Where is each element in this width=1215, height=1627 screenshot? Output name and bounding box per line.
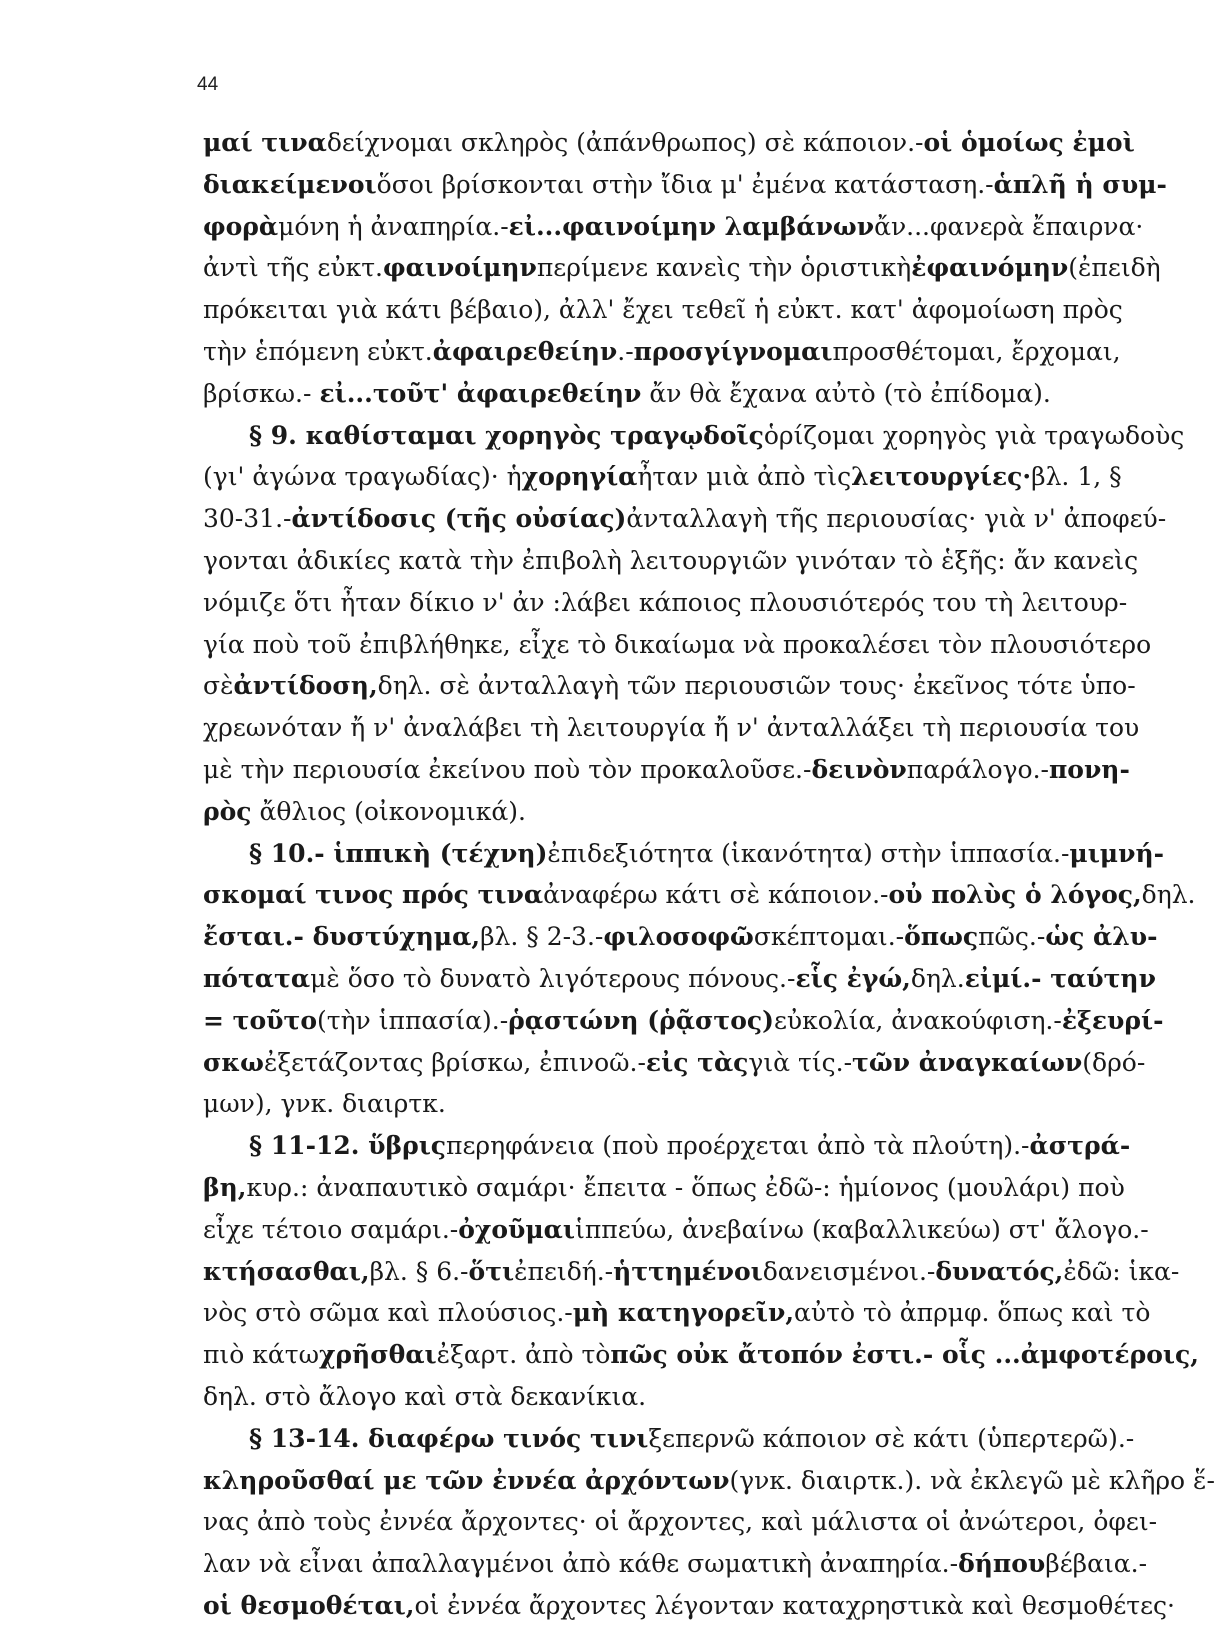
page-number: 44 [197,74,219,95]
text-line [203,833,1164,875]
lemma-term: δεινὸν [811,754,907,784]
gloss-text: δηλ. [910,963,965,993]
text-line [203,665,1136,707]
lemma-term: χορηγία [521,462,638,492]
text-line [203,331,1121,373]
gloss-text: βλ. 1, § [1031,462,1122,492]
lemma-term: ὅπως [904,922,979,952]
lemma-term: μὴ κατηγορεῖν, [572,1298,795,1328]
gloss-text: γιὰ τίς.- [748,1047,853,1077]
gloss-text: ἀντὶ τῆς εὐκτ. [203,253,383,283]
lemma-term: § 10.- ἱππικὴ (τέχνη) [249,838,548,868]
lemma-term: πῶς οὐκ ἄτοπόν ἐστι.- οἷς ...ἀμφοτέροις, [610,1340,1199,1370]
gloss-text: πρόκειται γιὰ κάτι βέβαιο), ἀλλ' ἔχει τεθεῖ ἡ εὐκτ. κατ' ἀφομοίωση πρὸς [203,295,1123,325]
lemma-term: κτήσασθαι, [203,1256,370,1286]
text-line [203,498,1167,540]
gloss-text: ἀνταλλαγὴ τῆς περιουσίας· γιὰ ν' ἀποφεύ- [626,504,1167,534]
gloss-text: ἄν θὰ ἔχανα αὐτὸ (τὸ ἐπίδομα). [649,378,1051,408]
gloss-text: βέβαια.- [1045,1549,1148,1579]
lemma-term: ὅτι [468,1256,515,1286]
lemma-term: προσγίγνομαι [633,336,833,366]
text-line [203,540,1139,582]
lemma-term: χρῆσθαι [318,1340,437,1370]
lemma-term: § 11-12. ὕβρις [249,1131,447,1161]
lemma-term: ἐφαινόμην [911,253,1069,283]
text-line [203,916,1158,958]
gloss-text: (γι' ἀγώνα τραγωδίας)· ἡ [203,462,522,492]
text-line [203,373,1053,415]
gloss-text: δείχνομαι σκληρὸς (ἀπάνθρωπος) σὲ κάποιον.- [326,128,924,157]
gloss-text: αὐτὸ τὸ ἀπρμφ. ὅπως καὶ τὸ [794,1298,1151,1328]
gloss-text: ἱππεύω, ἀνεβαίνω (καβαλλικεύω) στ' ἄλογο.- [575,1214,1149,1244]
gloss-text: μὲ τὴν περιουσία ἐκείνου ποὺ τὸν προκαλοῦσε.- [203,754,812,784]
gloss-text: ἐπιδεξιότητα (ἱκανότητα) στὴν ἱππασία.- [547,838,1070,868]
gloss-text: .- [617,336,634,366]
text-line [203,164,1167,206]
text-line [203,122,1135,164]
body-text [203,122,1215,1627]
gloss-text: δηλ. στὸ ἄλογο καὶ στὰ δεκανίκια. [203,1381,647,1411]
lemma-term: ἀντίδοσις (τῆς οὐσίας) [291,504,627,534]
text-line [203,582,1128,624]
lemma-term: δυνατός, [935,1256,1064,1286]
text-line [203,1418,1135,1460]
gloss-text: δηλ. σὲ ἀνταλλαγὴ τῶν περιουσιῶν τους· ἐκεῖνος τότε ὑπο- [377,671,1136,701]
lemma-term: σκω [203,1047,264,1077]
gloss-text: εὐκολία, ἀνακούφιση.- [773,1005,1062,1035]
lemma-term: § 13-14. διαφέρω τινός τινι [249,1423,649,1453]
text-line [203,707,1140,749]
lemma-term: ἀστρά- [1029,1131,1131,1161]
lemma-term: βη, [203,1172,247,1202]
lemma-term: φορὰ [203,211,279,241]
gloss-text: περηφάνεια (ποὺ προέρχεται ἀπὸ τὰ πλούτη).- [446,1131,1030,1161]
gloss-text: γονται ἀδικίες κατὰ τὴν ἐπιβολὴ λειτουργιῶν γινόταν τὸ ἑξῆς: ἄν κανεὶς [203,545,1139,575]
gloss-text: μὲ ὅσο τὸ δυνατὸ λιγότερους πόνους.- [310,963,796,993]
gloss-text: πῶς.- [978,922,1046,952]
text-line [203,791,1053,833]
gloss-text: μων), γνκ. διαιρτκ. [203,1089,446,1119]
gloss-text: εἶχε τέτοιο σαμάρι.- [203,1214,459,1244]
lemma-term: διακείμενοι [203,169,377,199]
gloss-text: ἐξετάζοντας βρίσκω, ἐπινοῶ.- [263,1047,646,1077]
text-line [203,247,1161,289]
gloss-text: νας ἀπὸ τοὺς ἐννέα ἄρχοντες· οἱ ἄρχοντες, καὶ μάλιστα οἱ ἀνώτεροι, ὀφει- [203,1507,1158,1537]
lemma-term: μιμνή- [1069,838,1164,868]
text-line [203,289,1123,331]
lemma-term: μαί τινα [203,128,327,157]
gloss-text: οἱ ἐννέα ἄρχοντες λέγονταν καταχρηστικὰ καὶ θεσμοθέτες· [414,1590,1175,1620]
gloss-text: νόμιζε ὅτι ἦταν δίκιο ν' ἀν :λάβει κάποιος πλουσιότερός του τὴ λειτουρ- [203,587,1128,617]
gloss-text: (δρό- [1082,1047,1146,1077]
gloss-text: βλ. § 6.- [369,1256,469,1286]
gloss-text: λαν νὰ εἶναι ἀπαλλαγμένοι ἀπὸ κάθε σωματικὴ ἀναπηρία.- [203,1549,959,1579]
gloss-text: ἐξαρτ. ἀπὸ τὸ [436,1340,611,1370]
lemma-term: φαινοίμην [382,253,537,283]
lemma-term: § 9. καθίσταμαι χορηγὸς τραγῳδοῖς [249,420,764,450]
gloss-text: πιὸ κάτω [203,1340,319,1370]
text-line [203,1334,1199,1376]
text-line [203,958,1156,1000]
gloss-text: νὸς στὸ σῶμα καὶ πλούσιος.- [203,1298,573,1328]
text-line [203,1585,1175,1627]
lemma-term: πότατα [203,963,311,993]
gloss-text: χρεωνόταν ἤ ν' ἀναλάβει τὴ λειτουργία ἤ ν' ἀνταλλάξει τὴ περιουσία του [203,713,1140,743]
gloss-text: προσθέτομαι, ἔρχομαι, [832,336,1121,366]
gloss-text: ἦταν μιὰ ἀπὸ τὶς [637,462,852,492]
text-line [203,624,1152,666]
lemma-term: οἱ ὁμοίως ἐμοὶ [923,128,1135,157]
lemma-term: οἱ θεσμοθέται, [203,1590,415,1620]
gloss-text: (γνκ. διαιρτκ.). νὰ ἐκλεγῶ μὲ κλῆρο ἕ- [729,1465,1215,1495]
gloss-text: σκέπτομαι.- [753,922,905,952]
text-line [203,456,1122,498]
gloss-text: κυρ.: ἀναπαυτικὸ σαμάρι· ἔπειτα - ὅπως ἐδῶ-: ἡμίονος (μουλάρι) ποὺ [246,1172,1125,1202]
lemma-term: εἰ...φαινοίμην λαμβάνων [508,211,875,241]
lemma-term: τῶν ἀναγκαίων [852,1047,1083,1077]
lemma-term: εἰμί.- ταύτην [964,963,1156,993]
gloss-text: 30-31.- [203,504,292,534]
text-line [203,1000,1164,1042]
text-line [203,1543,1148,1585]
text-line [203,1460,1215,1502]
lemma-term: εἰς τὰς [645,1047,749,1077]
lemma-term: σκομαί τινος πρός τινα [203,880,544,910]
lemma-term: ρὸς [203,796,252,826]
gloss-text: μόνη ἡ ἀναπηρία.- [278,211,509,241]
gloss-text: (ἐπειδὴ [1068,253,1161,283]
lemma-term: ὀχοῦμαι [458,1214,576,1244]
gloss-text: ξεπερνῶ κάποιον σὲ κάτι (ὑπερτερῶ).- [648,1423,1135,1453]
text-line [203,1376,1053,1418]
gloss-text: ἄν...φανερὰ ἔπαιρνα· [874,211,1144,241]
gloss-text: (τὴν ἱππασία).- [317,1005,509,1035]
lemma-term: ἁπλῆ ἡ συμ- [993,169,1167,199]
text-line [203,1042,1146,1084]
gloss-text: γία ποὺ τοῦ ἐπιβλήθηκε, εἶχε τὸ δικαίωμα νὰ προκαλέσει τὸν πλουσιότερο [203,629,1152,659]
gloss-text: ἄθλιος (οἰκονομικά). [259,796,526,826]
lemma-term: οὐ πολὺς ὁ λόγος, [888,880,1142,910]
lemma-term: εἰ...τοῦτ' ἀφαιρεθείην [319,378,642,408]
gloss-text: βρίσκω.- [203,378,312,408]
gloss-text: σὲ [203,671,234,701]
lemma-term: εἷς ἐγώ, [795,963,911,993]
lemma-term: ἀφαιρεθείην [432,336,618,366]
gloss-text: ὅσοι βρίσκονται στὴν ἴδια μ' ἐμένα κατάσταση.- [376,169,994,199]
lemma-term: λειτουργίες· [851,462,1032,492]
text-line [203,1125,1131,1167]
gloss-text: δηλ. [1141,880,1196,910]
gloss-text: ἐπειδή.- [514,1256,614,1286]
gloss-text: ἀναφέρω κάτι σὲ κάποιον.- [543,880,889,910]
lemma-term: ῥᾳστώνη (ῥᾷστος) [508,1005,774,1035]
text-line [203,1167,1125,1209]
lemma-term: = τοῦτο [203,1005,317,1035]
gloss-text: τὴν ἑπόμενη εὐκτ. [203,336,433,366]
text-line [203,1292,1151,1334]
text-line [203,206,1144,248]
gloss-text: δανεισμένοι.- [762,1256,936,1286]
lemma-term: φιλοσοφῶ [603,922,754,952]
lemma-term: κληροῦσθαί με τῶν ἐννέα ἀρχόντων [203,1465,730,1495]
lemma-term: δήπου [958,1549,1046,1579]
lemma-term: ἡττημένοι [613,1256,763,1286]
text-line [203,415,1185,457]
lemma-term: ἀντίδοση, [233,671,378,701]
text-line [203,1251,1180,1293]
text-line [203,1501,1158,1543]
text-line [203,874,1196,916]
gloss-text: ἐδῶ: ἱκα- [1063,1256,1180,1286]
lemma-term: ἐξευρί- [1061,1005,1164,1035]
lemma-term: ὡς ἀλυ- [1045,922,1158,952]
text-line [203,1209,1149,1251]
lemma-term: πονη- [1048,754,1130,784]
gloss-text: περίμενε κανεὶς τὴν ὁριστικὴ [536,253,912,283]
lemma-term: ἔσται.- δυστύχημα, [203,922,481,952]
gloss-text: παράλογο.- [906,754,1049,784]
gloss-text: ὁρίζομαι χορηγὸς γιὰ τραγωδοὺς [763,420,1185,450]
text-line [203,1083,1053,1125]
text-line [203,749,1130,791]
gloss-text: βλ. § 2-3.- [480,922,604,952]
